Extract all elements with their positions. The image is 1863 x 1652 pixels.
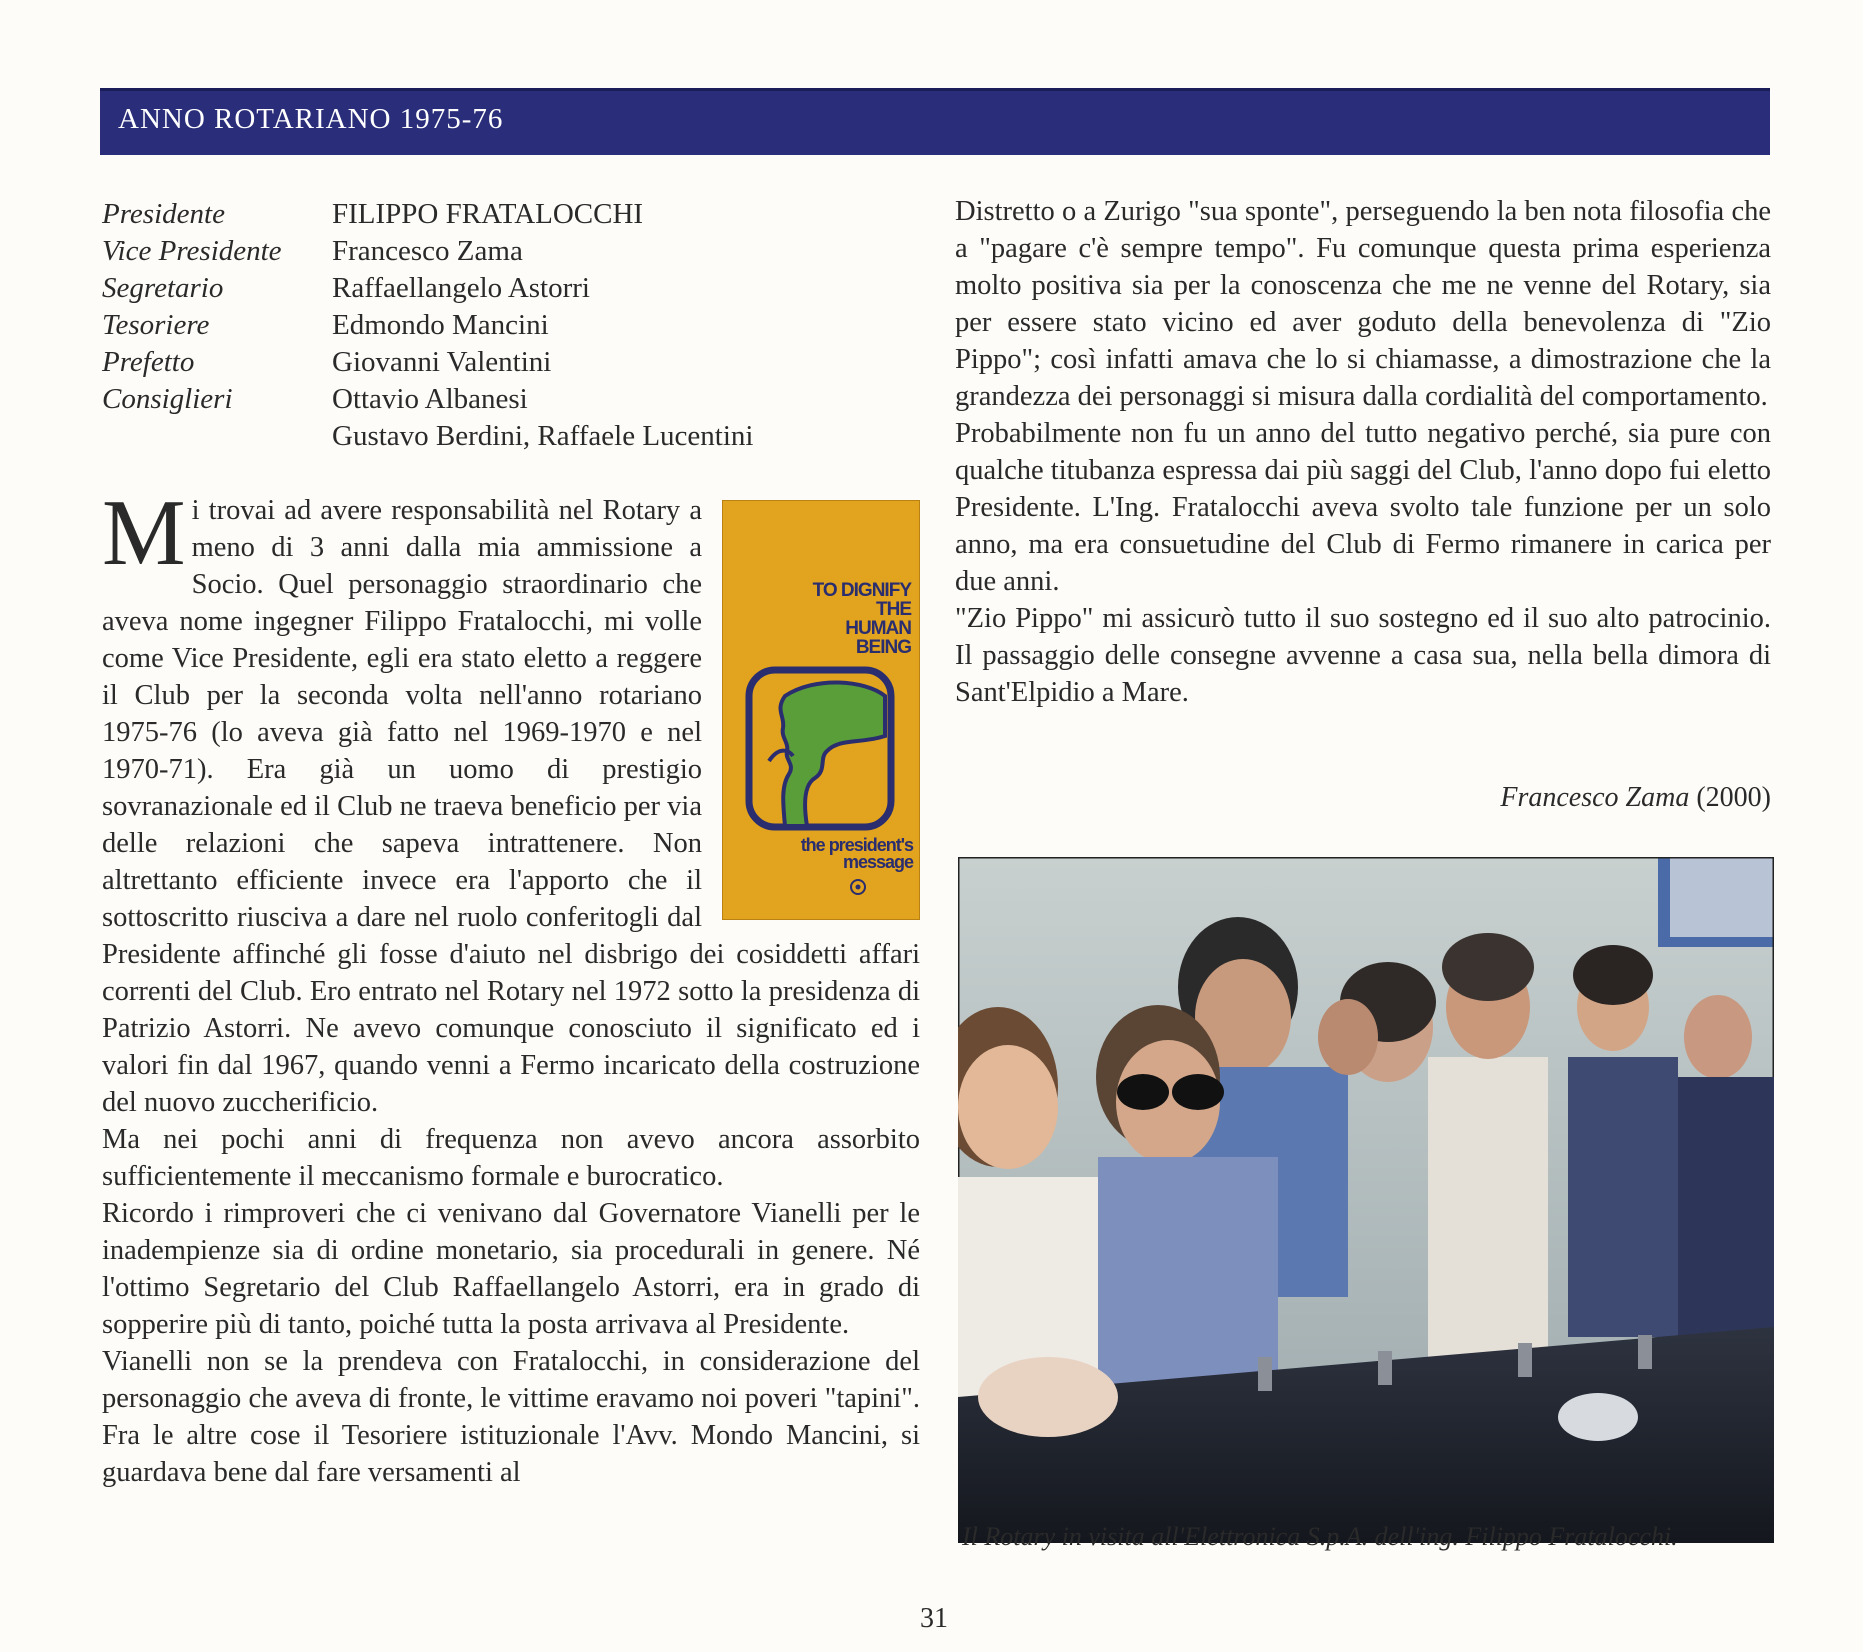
article-left-column: [102, 481, 920, 1491]
group-photo: [958, 857, 1774, 1543]
article-paragraph: Probabilmente non fu un anno del tutto negativo perché, sia pure con qualche titubanza espressa dai più saggi del Club, l'anno dopo fui eletto Presidente. L'Ing. Fratalocchi aveva svolto tale funzione per un solo anno, ma era consuetudine del Club di Fermo rimanere in carica per due anni.: [955, 418, 1771, 597]
poster-footer-line: the president's: [800, 835, 913, 855]
author-year: (2000): [1696, 782, 1771, 813]
poster-card: [722, 500, 920, 920]
officer-role: Prefetto: [102, 346, 195, 378]
article-right-column: [955, 193, 1771, 711]
article-paragraph: Distretto o a Zurigo "sua sponte", perseguendo la ben nota filosofia che a "pagare c'è sempre tempo". Fu comunque questa prima esperienza molto positiva sia per la conoscenza che me ne venne del Rotary, sia per essere stato vicino ed aver goduto della benevolenza di "Zio Pippo"; così infatti amava che lo si chiamasse, a dimostrazione che la grandezza dei personaggi si misura dalla cordialità del comportamento.: [955, 196, 1771, 412]
poster-footer-line: message: [842, 852, 913, 872]
photo-caption: Il Rotary in visita all'Elettronica S.p.A. dell'ing. Filippo Fratalocchi.: [962, 1522, 1678, 1551]
presidents-message-poster: [722, 500, 920, 920]
article-paragraph: Ma nei pochi anni di frequenza non avevo ancora assorbito sufficientemente il meccanismo formale e burocratico.: [102, 1124, 920, 1192]
officer-role: Tesoriere: [102, 309, 210, 341]
drop-cap: M: [102, 481, 186, 585]
officer-role: Segretario: [102, 272, 224, 304]
page-number: 31: [920, 1603, 948, 1634]
officer-name: Ottavio Albanesi: [332, 383, 528, 415]
rotary-wheel-icon: [849, 878, 867, 896]
article-paragraph: "Zio Pippo" mi assicurò tutto il suo sostegno ed il suo alto patrocinio. Il passaggio delle consegne avvenne a casa sua, nella bella dimora di Sant'Elpidio a Mare.: [955, 603, 1771, 708]
officer-name: Gustavo Berdini, Raffaele Lucentini: [332, 420, 754, 452]
officer-name: Francesco Zama: [332, 235, 523, 267]
officer-name: Giovanni Valentini: [332, 346, 552, 378]
officer-role: Presidente: [102, 198, 225, 230]
officer-role: Consiglieri: [102, 383, 233, 415]
author-signature: [1500, 782, 1771, 814]
section-header-bar: [100, 88, 1770, 155]
officer-role: Vice Presidente: [102, 235, 282, 267]
section-title: ANNO ROTARIANO 1975-76: [118, 103, 504, 135]
profile-emblem-icon: [745, 666, 895, 831]
poster-headline-line: BEING: [855, 637, 911, 658]
poster-headline-line: TO DIGNIFY: [812, 580, 911, 601]
officer-name: Raffaellangelo Astorri: [332, 272, 590, 304]
officer-name: FILIPPO FRATALOCCHI: [332, 198, 644, 230]
article-paragraph: Vianelli non se la prendeva con Fratalocchi, in considerazione del personaggio che aveva di fronte, le vittime eravamo noi poveri "tapini". Fra le altre cose il Tesoriere istituzionale l'Avv. Mondo Mancini, si guardava bene dal fare versamenti al: [102, 1346, 920, 1488]
poster-footer: [729, 837, 913, 871]
poster-headline: [731, 581, 911, 657]
article-paragraph: Ricordo i rimproveri che ci venivano dal Governatore Vianelli per le inadempienze sia di ordine monetario, sia procedurali in genere. Né l'ottimo Segretario del Club Raffaellangelo Astorri, era in grado di sopperire più di tanto, poiché tutta la posta arrivava al Presidente.: [102, 1198, 920, 1340]
author-name: Francesco Zama: [1500, 782, 1690, 813]
poster-headline-line: THE: [876, 599, 911, 620]
officer-name: Edmondo Mancini: [332, 309, 549, 341]
article-paragraph: i trovai ad avere responsabilità nel Rotary a meno di 3 anni dalla mia ammissione a Socio. Quel personaggio straordinario che aveva nome ingegner Filippo Fratalocchi, mi volle come Vice Presidente, egli era stato eletto a reggere il Club per la seconda volta nell'anno rotariano 1975-76 (lo aveva già fatto nel 1969-1970 e nel 1970-71). Era già un uomo di prestigio sovranazionale ed il Club ne traeva beneficio per via delle relazioni che sapeva intrattenere. Non altrettanto efficiente invece era l'apporto che il sottoscritto riusciva a dare nel ruolo conferitogli dal Presidente affinché gli fosse d'aiuto nel disbrigo dei cosiddetti affari correnti del Club. Ero entrato nel Rotary nel 1972 sotto la presidenza di Patrizio Astorri. Ne avevo comunque conosciuto il significato ed i valori fin dal 1967, quando venni a Fermo incaricato della costruzione del nuovo zuccherificio.: [102, 495, 920, 1118]
poster-headline-line: HUMAN: [845, 618, 911, 639]
